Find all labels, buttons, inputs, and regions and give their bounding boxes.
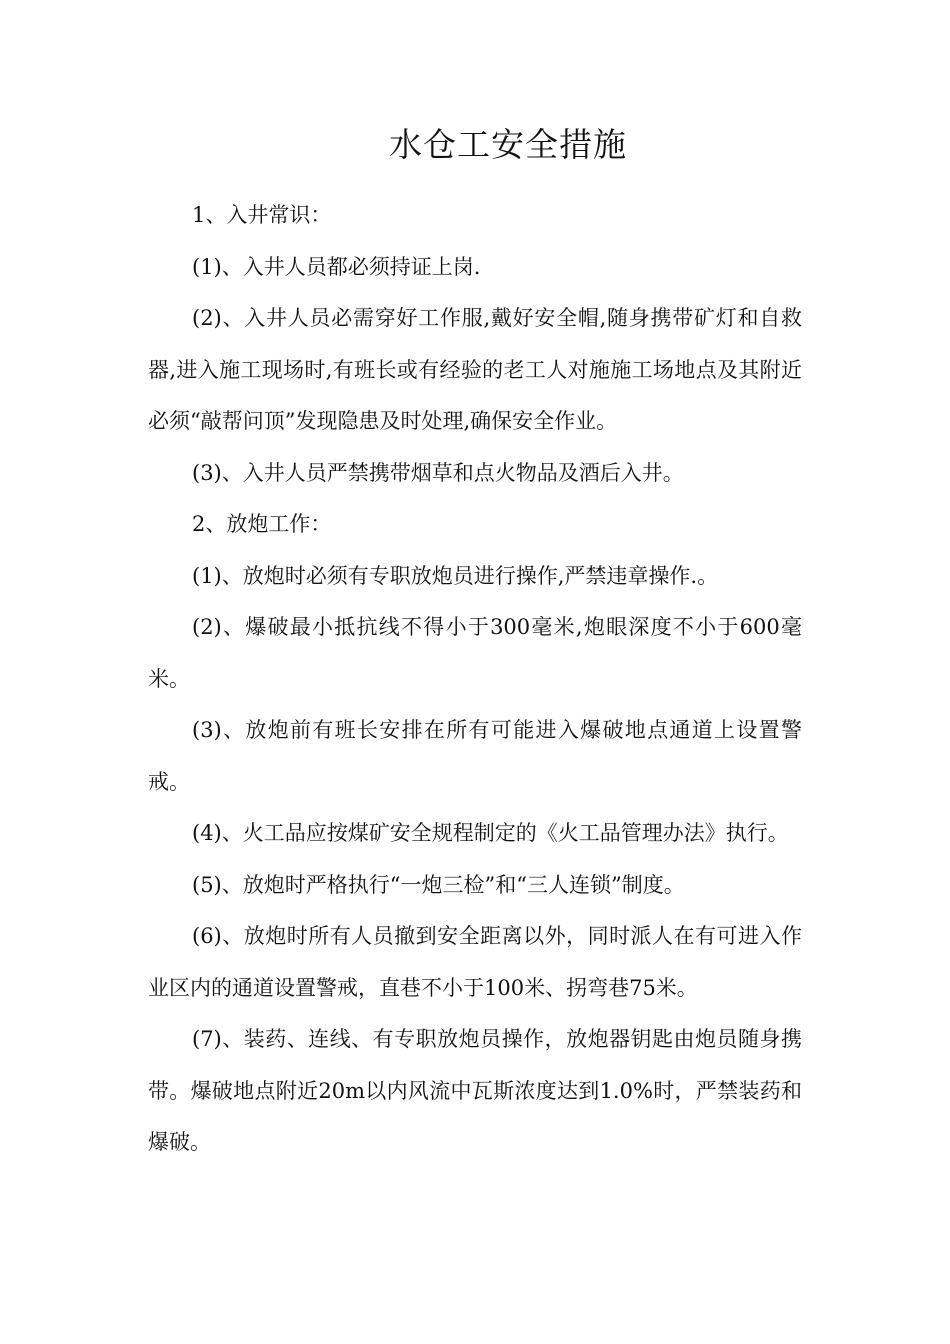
list-item: (1)、放炮时必须有专职放炮员进行操作,严禁违章操作.。 [192, 563, 719, 588]
document-title: 水仓工安全措施 [389, 125, 627, 164]
list-item: (2)、爆破最小抵抗线不得小于300毫米,炮眼深度不小于600毫米。 [148, 615, 802, 691]
list-item: (2)、入井人员必需穿好工作服,戴好安全帽,随身携带矿灯和自救器,进入施工现场时,有班长或有经验的老工人对施施工场地点及其附近必须“敲帮问顶”发现隐患及时处理,确保安全作业。 [148, 306, 802, 433]
section-heading: 1、入井常识： [192, 203, 332, 227]
list-item: (3)、放炮前有班长安排在所有可能进入爆破地点通道上设置警戒。 [148, 718, 802, 794]
list-item: (4)、火工品应按煤矿安全规程制定的《火工品管理办法》执行。 [192, 821, 789, 845]
list-item: (3)、入井人员严禁携带烟草和点火物品及酒后入井。 [192, 460, 684, 485]
list-item: (5)、放炮时严格执行“一炮三检”和“三人连锁”制度。 [192, 872, 685, 897]
list-item: (1)、入井人员都必须持证上岗. [192, 254, 481, 279]
list-item: (7)、装药、连线、有专职放炮员操作，放炮器钥匙由炮员随身携带。爆破地点附近20m以内风流中瓦斯浓度达到1.0%时，严禁装药和爆破。 [148, 1027, 802, 1154]
document-body [148, 190, 802, 1169]
list-item: (6)、放炮时所有人员撤到安全距离以外，同时派人在有可进入作业区内的通道设置警戒，直巷不小于100米、拐弯巷75米。 [148, 924, 802, 1000]
section-heading: 2、放炮工作： [192, 512, 332, 536]
